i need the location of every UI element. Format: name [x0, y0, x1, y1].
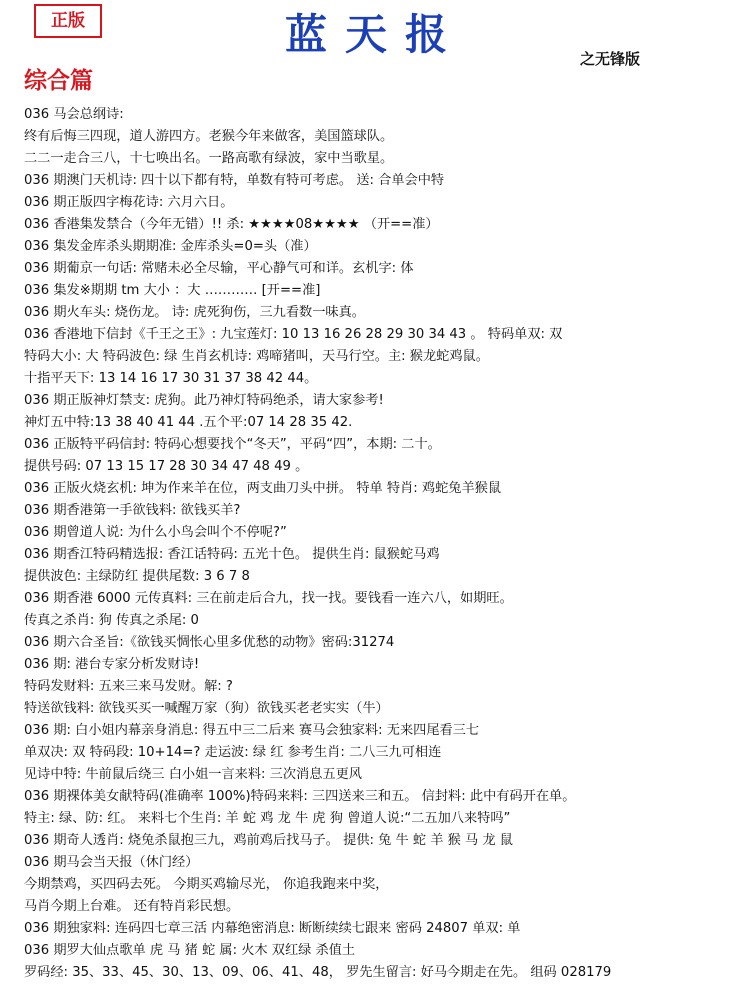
text-line: 036 期裸体美女献特码(准确率 100%)特码来料: 三四送来三和五。 信封料: 此中有码开在单。	[24, 789, 576, 804]
text-line: 036 期葡京一句话: 常赌未必全尽输，平心静气可和详。玄机字: 体	[24, 261, 414, 276]
text-line: 特码大小: 大 特码波色: 绿 生肖玄机诗: 鸡啼猪叫，天马行空。主: 猴龙蛇鸡鼠。	[24, 349, 489, 364]
text-line: 036 期香港 6000 元传真料: 三在前走后合九，找一找。要钱看一连六八，如期旺。	[24, 591, 513, 606]
text-line: 036 正版火烧玄机: 坤为作来羊在位，两支曲刀头中拼。 特单 特肖: 鸡蛇兔羊猴鼠	[24, 481, 502, 496]
text-line: 036 期六合圣旨:《欲钱买惆怅心里多优愁的动物》密码:31274	[24, 635, 395, 650]
text-line: 十指平天下: 13 14 16 17 30 31 37 38 42 44。	[24, 371, 318, 386]
text-line: 单双决: 双 特码段: 10+14=? 走运波: 绿 红 参考生肖: 二八三九可相连	[24, 745, 442, 760]
text-line: 036 期澳门天机诗: 四十以下都有特，单数有特可考虑。 送: 合单会中特	[24, 173, 445, 188]
text-line: 神灯五中特:13 38 40 41 44 .五个平:07 14 28 35 42.	[24, 415, 353, 430]
text-line: 二二一走合三八，十七唤出名。一路高歌有绿波，家中当歌星。	[24, 151, 394, 166]
text-line: 提供号码: 07 13 15 17 28 30 34 47 48 49 。	[24, 459, 309, 474]
text-line: 036 期: 白小姐内幕亲身消息: 得五中三二后来 赛马会独家料: 无来四尾看三七	[24, 723, 480, 738]
text-line: 036 期独家料: 连码四七章三活 内幕绝密消息: 断断续续七跟来 密码 24807 单双: 单	[24, 921, 521, 936]
text-line: 036 马会总纲诗:	[24, 107, 124, 122]
text-line: 036 期火车头: 烧伤龙。 诗: 虎死狗伤，三九看数一味真。	[24, 305, 365, 320]
text-line: 特主: 绿、防: 红。 来料七个生肖: 羊 蛇 鸡 龙 牛 虎 狗 曾道人说:“二五加八来特吗”	[24, 811, 511, 826]
text-line: 036 期罗大仙点歌单 虎 马 猪 蛇 属: 火木 双红绿 杀值土	[24, 943, 356, 958]
text-line: 036 香港集发禁合（今年无错）!! 杀: ★★★★08★★★★ （开==准）	[24, 217, 439, 232]
text-line: 036 香港地下信封《千王之王》: 九宝莲灯: 10 13 16 26 28 29 30 34 43 。 特码单双: 双	[24, 327, 563, 342]
text-line: 马肖今期上台难。 还有特肖彩民想。	[24, 899, 240, 914]
text-line: 036 期香港第一手欲钱料: 欲钱买羊?	[24, 503, 241, 518]
text-line: 036 期香江特码精选报: 香江话特码: 五光十色。 提供生肖: 鼠猴蛇马鸡	[24, 547, 440, 562]
text-line: 036 集发金库杀头期期准: 金库杀头=0=头（准）	[24, 239, 317, 254]
text-line: 036 正版特平码信封: 特码心想要找个“冬天”，平码“四”，本期: 二十。	[24, 437, 441, 452]
text-line: 终有后悔三四现，道人游四方。老猴今年来做客，美国篮球队。	[24, 129, 394, 144]
content-lines	[24, 104, 744, 984]
text-line: 036 期马会当天报（休门经）	[24, 855, 199, 870]
text-line: 今期禁鸡，买四码去死。 今期买鸡输尽光， 你追我跑来中奖，	[24, 877, 389, 892]
section-heading: 综合篇	[24, 67, 93, 94]
edition-label: 之无锋版	[580, 50, 641, 68]
text-line: 036 期正版神灯禁支: 虎狗。此乃神灯特码绝杀，请大家参考!	[24, 393, 384, 408]
text-line: 036 期奇人透肖: 烧兔杀鼠抱三九，鸡前鸡后找马子。 提供: 兔 牛 蛇 羊 猴 马 龙 鼠	[24, 833, 513, 848]
text-line: 提供波色: 主绿防红 提供尾数: 3 6 7 8	[24, 569, 250, 584]
text-line: 特码发财料: 五来三来马发财。解: ?	[24, 679, 233, 694]
text-line: 036 期曾道人说: 为什么小鸟会叫个不停呢?”	[24, 525, 287, 540]
page-title: 蓝天报	[284, 10, 465, 59]
text-line: 见诗中特: 牛前鼠后绕三 白小姐一言来料: 三次消息五更风	[24, 767, 362, 782]
text-line: 传真之杀肖: 狗 传真之杀尾: 0	[24, 613, 199, 628]
text-line: 罗码经: 35、33、45、30、13、09、06、41、48， 罗先生留言: 好马今期走在先。 组码 028179	[24, 965, 612, 980]
text-line: 036 期正版四字梅花诗: 六月六日。	[24, 195, 234, 210]
text-line: 特送欲钱料: 欲钱买买一喊醒万家（狗）欲钱买老老实实（牛）	[24, 701, 389, 716]
text-line: 036 集发※期期 tm 大小 ：大 ………… [开==准]	[24, 283, 321, 298]
authentic-stamp: 正版	[34, 4, 102, 38]
text-line: 036 期: 港台专家分析发财诗!	[24, 657, 200, 672]
